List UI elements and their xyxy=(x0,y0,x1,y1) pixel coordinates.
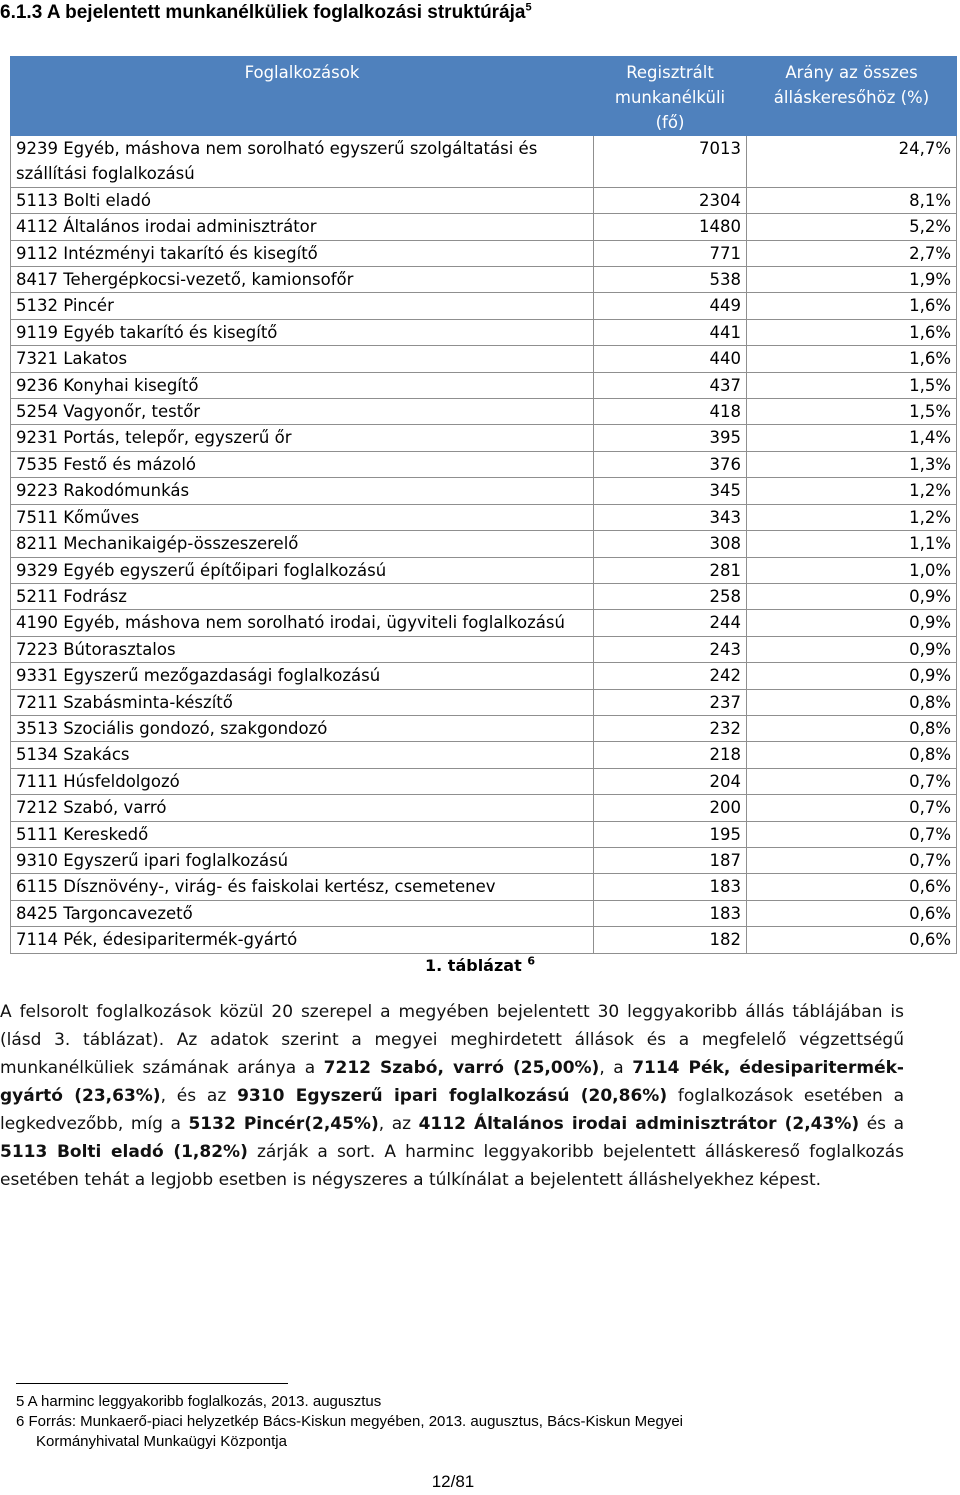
table-row xyxy=(11,795,957,821)
paragraph-run: , a xyxy=(599,1058,633,1078)
cell-share: 0,9% xyxy=(747,636,957,662)
cell-occupation: 7211 Szabásminta-készítő xyxy=(11,689,594,715)
cell-occupation: 9236 Konyhai kisegítő xyxy=(11,372,594,398)
table-row xyxy=(11,847,957,873)
paragraph-run: foglalkozások esetében a legkedvezőbb, míg a xyxy=(0,1086,905,1134)
cell-occupation: 5132 Pincér xyxy=(11,293,594,319)
table-row xyxy=(11,663,957,689)
table-row xyxy=(11,478,957,504)
cell-occupation: 4190 Egyéb, máshova nem sorolható irodai, ügyviteli foglalkozású xyxy=(11,610,594,636)
cell-share: 0,7% xyxy=(747,795,957,821)
table-row xyxy=(11,504,957,530)
table-caption xyxy=(0,956,960,975)
cell-share: 1,6% xyxy=(747,319,957,345)
table-row xyxy=(11,742,957,768)
cell-registered: 538 xyxy=(594,267,747,293)
cell-registered: 244 xyxy=(594,610,747,636)
table-row xyxy=(11,874,957,900)
cell-share: 0,8% xyxy=(747,742,957,768)
cell-share: 0,6% xyxy=(747,874,957,900)
table-row xyxy=(11,927,957,953)
cell-registered: 440 xyxy=(594,346,747,372)
cell-registered: 258 xyxy=(594,583,747,609)
table-row xyxy=(11,610,957,636)
cell-occupation: 7114 Pék, édesiparitermék-gyártó xyxy=(11,927,594,953)
cell-share: 0,7% xyxy=(747,821,957,847)
cell-share: 1,1% xyxy=(747,531,957,557)
cell-registered: 183 xyxy=(594,874,747,900)
cell-occupation: 9239 Egyéb, máshova nem sorolható egyszerű szolgáltatási és szállítási foglalkozású xyxy=(11,136,594,188)
cell-share: 8,1% xyxy=(747,187,957,213)
table-row xyxy=(11,451,957,477)
occupation-table xyxy=(10,56,957,954)
header-share: Arány az összes álláskeresőhöz (%) xyxy=(747,57,957,136)
cell-registered: 281 xyxy=(594,557,747,583)
cell-share: 0,7% xyxy=(747,847,957,873)
table-row xyxy=(11,240,957,266)
cell-occupation: 9112 Intézményi takarító és kisegítő xyxy=(11,240,594,266)
table-row xyxy=(11,267,957,293)
cell-occupation: 5111 Kereskedő xyxy=(11,821,594,847)
paragraph-run: , az xyxy=(378,1114,419,1134)
table-row xyxy=(11,715,957,741)
body-paragraph xyxy=(0,998,904,1194)
cell-share: 1,6% xyxy=(747,346,957,372)
cell-registered: 2304 xyxy=(594,187,747,213)
cell-share: 0,8% xyxy=(747,689,957,715)
paragraph-run: , és az xyxy=(160,1086,238,1106)
header-occupations: Foglalkozások xyxy=(11,57,594,136)
footnote-5: 5 A harminc leggyakoribb foglalkozás, 2013. augusztus xyxy=(16,1393,382,1410)
table-row xyxy=(11,636,957,662)
cell-share: 1,5% xyxy=(747,399,957,425)
cell-share: 1,5% xyxy=(747,372,957,398)
cell-registered: 1480 xyxy=(594,214,747,240)
footnote-6-line2: Kormányhivatal Munkaügyi Központja xyxy=(36,1433,287,1450)
cell-occupation: 8211 Mechanikaigép-összeszerelő xyxy=(11,531,594,557)
table-row xyxy=(11,425,957,451)
cell-registered: 771 xyxy=(594,240,747,266)
table-row xyxy=(11,187,957,213)
cell-occupation: 3513 Szociális gondozó, szakgondozó xyxy=(11,715,594,741)
table-body xyxy=(11,136,957,954)
cell-share: 1,2% xyxy=(747,504,957,530)
cell-occupation: 7212 Szabó, varró xyxy=(11,795,594,821)
cell-share: 0,7% xyxy=(747,768,957,794)
cell-occupation: 5254 Vagyonőr, testőr xyxy=(11,399,594,425)
cell-registered: 376 xyxy=(594,451,747,477)
cell-registered: 449 xyxy=(594,293,747,319)
cell-share: 1,6% xyxy=(747,293,957,319)
footnote-divider xyxy=(16,1383,288,1384)
cell-registered: 242 xyxy=(594,663,747,689)
paragraph-bold-run: 5132 Pincér(2,45%) xyxy=(188,1114,379,1134)
paragraph-bold-run: 4112 Általános irodai adminisztrátor (2,43%) xyxy=(418,1114,860,1134)
cell-registered: 441 xyxy=(594,319,747,345)
table-row xyxy=(11,583,957,609)
cell-registered: 418 xyxy=(594,399,747,425)
cell-registered: 7013 xyxy=(594,136,747,188)
footnote-ref-6: 6 xyxy=(527,954,535,968)
cell-share: 1,3% xyxy=(747,451,957,477)
cell-registered: 343 xyxy=(594,504,747,530)
cell-occupation: 5113 Bolti eladó xyxy=(11,187,594,213)
footnotes xyxy=(16,1392,904,1452)
cell-registered: 345 xyxy=(594,478,747,504)
footnote-6-line1: 6 Forrás: Munkaerő-piaci helyzetkép Bács-Kiskun megyében, 2013. augusztus, Bács-Kiskun Megyei xyxy=(16,1413,683,1430)
table-row xyxy=(11,346,957,372)
cell-share: 1,4% xyxy=(747,425,957,451)
table-row xyxy=(11,399,957,425)
cell-occupation: 7111 Húsfeldolgozó xyxy=(11,768,594,794)
header-registered: Regisztrált munkanélküli (fő) xyxy=(594,57,747,136)
cell-occupation: 5134 Szakács xyxy=(11,742,594,768)
cell-share: 0,6% xyxy=(747,927,957,953)
table-row xyxy=(11,293,957,319)
cell-registered: 437 xyxy=(594,372,747,398)
table-row xyxy=(11,531,957,557)
cell-registered: 195 xyxy=(594,821,747,847)
table-caption-text: 1. táblázat xyxy=(425,956,522,975)
cell-share: 5,2% xyxy=(747,214,957,240)
cell-occupation: 9310 Egyszerű ipari foglalkozású xyxy=(11,847,594,873)
table-header-row xyxy=(11,57,957,136)
table-row xyxy=(11,768,957,794)
cell-occupation: 9119 Egyéb takarító és kisegítő xyxy=(11,319,594,345)
cell-registered: 187 xyxy=(594,847,747,873)
table-row xyxy=(11,821,957,847)
cell-occupation: 9329 Egyéb egyszerű építőipari foglalkozású xyxy=(11,557,594,583)
section-heading-text: 6.1.3 A bejelentett munkanélküliek foglalkozási struktúrája xyxy=(0,2,526,23)
cell-occupation: 4112 Általános irodai adminisztrátor xyxy=(11,214,594,240)
cell-share: 0,6% xyxy=(747,900,957,926)
paragraph-run: és a xyxy=(859,1114,904,1134)
paragraph-bold-run: 7212 Szabó, varró (25,00%) xyxy=(323,1058,600,1078)
cell-registered: 232 xyxy=(594,715,747,741)
cell-share: 24,7% xyxy=(747,136,957,188)
cell-occupation: 9223 Rakodómunkás xyxy=(11,478,594,504)
cell-registered: 237 xyxy=(594,689,747,715)
paragraph-run: zárják a sort. A harminc leggyakoribb bejelentett álláskereső foglalkozás esetében tehát a legjobb esetben is négyszeres a túlkínálat a bejelentett álláshelyekhez képest. xyxy=(0,1142,904,1190)
cell-occupation: 7321 Lakatos xyxy=(11,346,594,372)
footnote-ref-5: 5 xyxy=(525,1,532,14)
cell-occupation: 8417 Tehergépkocsi-vezető, kamionsofőr xyxy=(11,267,594,293)
cell-occupation: 9331 Egyszerű mezőgazdasági foglalkozású xyxy=(11,663,594,689)
cell-occupation: 6115 Dísznövény-, virág- és faiskolai kertész, csemetenev xyxy=(11,874,594,900)
paragraph-run: A felsorolt foglalkozások közül 20 szerepel a megyében bejelentett 30 leggyakoribb állás táblájában is (lásd 3. táblázat). Az adatok szerint a megyei meghirdetett állások és a megfelelő végzettségű munkanélküliek számának aránya a xyxy=(0,1002,904,1078)
cell-share: 0,9% xyxy=(747,610,957,636)
cell-registered: 218 xyxy=(594,742,747,768)
cell-share: 0,9% xyxy=(747,583,957,609)
cell-share: 1,0% xyxy=(747,557,957,583)
table-row xyxy=(11,319,957,345)
table-row xyxy=(11,689,957,715)
paragraph-bold-run: 7114 Pék, édesiparitermék-gyártó (23,63%) xyxy=(0,1058,904,1106)
paragraph-bold-run: 5113 Bolti eladó (1,82%) xyxy=(0,1142,248,1162)
cell-occupation: 9231 Portás, telepőr, egyszerű őr xyxy=(11,425,594,451)
cell-registered: 182 xyxy=(594,927,747,953)
table-row xyxy=(11,557,957,583)
cell-share: 1,9% xyxy=(747,267,957,293)
cell-registered: 204 xyxy=(594,768,747,794)
cell-share: 0,8% xyxy=(747,715,957,741)
table-row xyxy=(11,900,957,926)
table-row xyxy=(11,136,957,188)
table-row xyxy=(11,372,957,398)
cell-registered: 183 xyxy=(594,900,747,926)
cell-registered: 395 xyxy=(594,425,747,451)
page-number: 12/81 xyxy=(431,1472,475,1491)
cell-registered: 308 xyxy=(594,531,747,557)
cell-share: 1,2% xyxy=(747,478,957,504)
cell-registered: 243 xyxy=(594,636,747,662)
cell-occupation: 7511 Kőműves xyxy=(11,504,594,530)
cell-occupation: 7223 Bútorasztalos xyxy=(11,636,594,662)
paragraph-bold-run: 9310 Egyszerű ipari foglalkozású (20,86%) xyxy=(237,1086,668,1106)
cell-registered: 200 xyxy=(594,795,747,821)
cell-share: 2,7% xyxy=(747,240,957,266)
section-heading xyxy=(0,2,532,24)
cell-occupation: 8425 Targoncavezető xyxy=(11,900,594,926)
cell-share: 0,9% xyxy=(747,663,957,689)
cell-occupation: 5211 Fodrász xyxy=(11,583,594,609)
cell-occupation: 7535 Festő és mázoló xyxy=(11,451,594,477)
table-row xyxy=(11,214,957,240)
